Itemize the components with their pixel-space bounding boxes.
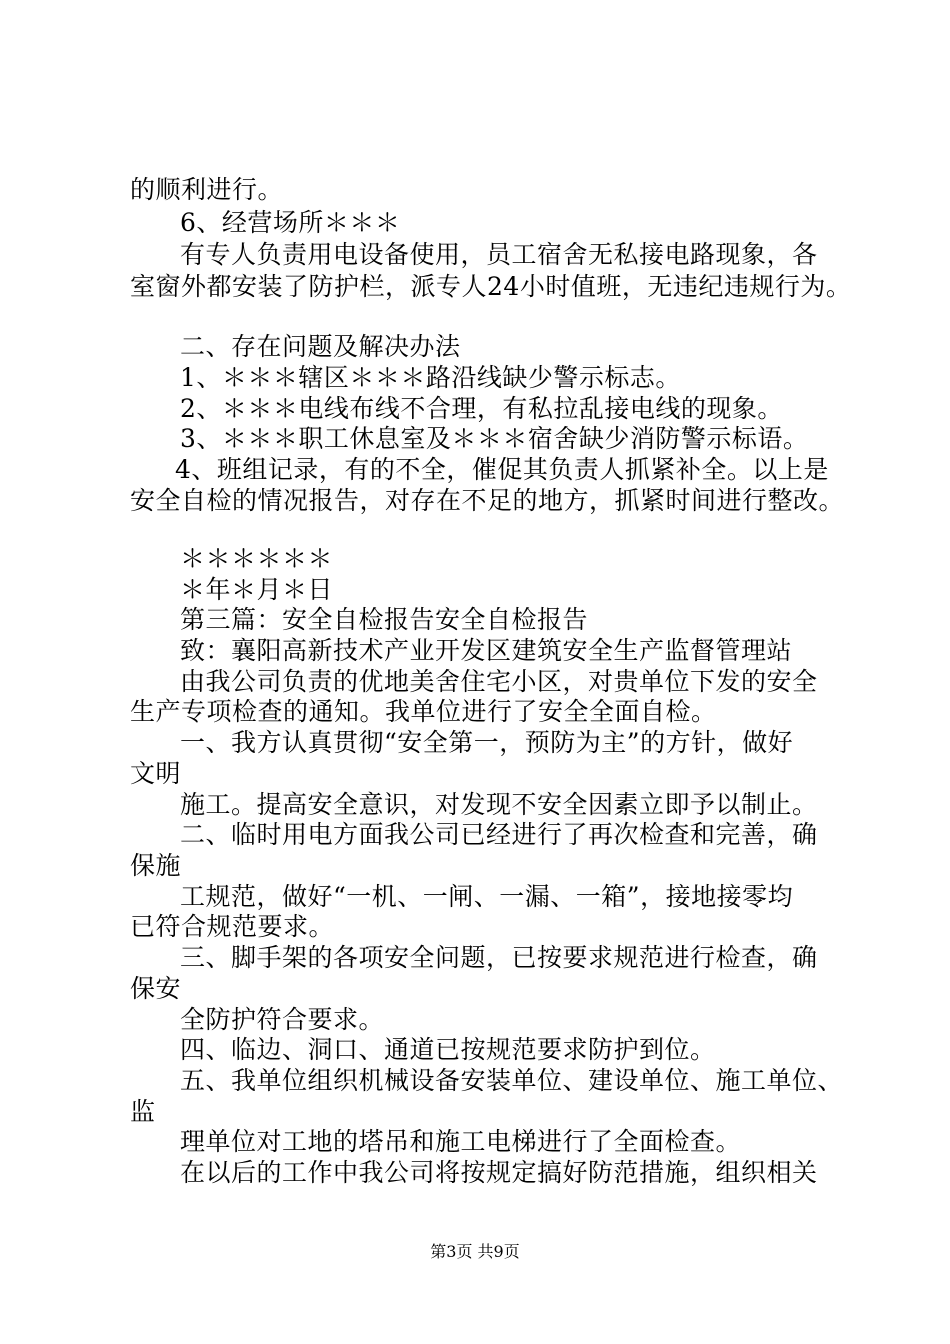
signature-placeholder: ＊＊＊＊＊＊ (180, 544, 334, 573)
text-line: 有专人负责用电设备使用，员工宿舍无私接电路现象，各 (180, 240, 818, 269)
text-line: 保安 (130, 974, 182, 1003)
text-line: 3、＊＊＊职工休息室及＊＊＊宿舍缺少消防警示标语。 (180, 424, 809, 453)
text-line: 文明 (130, 759, 182, 788)
date-placeholder: ＊年＊月＊日 (180, 575, 334, 604)
text-line: 五、我单位组织机械设备安装单位、建设单位、施工单位、 (180, 1066, 844, 1095)
text-line: 已符合规范要求。 (130, 912, 335, 941)
text-line: 安全自检的情况报告，对存在不足的地方，抓紧时间进行整改。 (130, 486, 845, 515)
section-heading: 二、存在问题及解决办法 (180, 332, 461, 361)
text-line: 理单位对工地的塔吊和施工电梯进行了全面检查。 (180, 1127, 742, 1156)
text-line: 一、我方认真贯彻“安全第一，预防为主”的方针，做好 (180, 728, 794, 757)
text-line: 三、脚手架的各项安全问题，已按要求规范进行检查，确 (180, 943, 818, 972)
text-line: 生产专项检查的通知。我单位进行了安全全面自检。 (130, 697, 717, 726)
text-line: 1、＊＊＊辖区＊＊＊路沿线缺少警示标志。 (180, 363, 681, 392)
addressee: 致：襄阳高新技术产业开发区建筑安全生产监督管理站 (180, 636, 793, 665)
text-line: 4、班组记录，有的不全，催促其负责人抓紧补全。以上是 (175, 455, 829, 484)
text-line: 的顺利进行。 (130, 175, 284, 204)
text-line: 在以后的工作中我公司将按规定搞好防范措施，组织相关 (180, 1158, 818, 1187)
text-line: 2、＊＊＊电线布线不合理，有私拉乱接电线的现象。 (180, 394, 783, 423)
text-line: 四、临边、洞口、通道已按规范要求防护到位。 (180, 1035, 716, 1064)
page-indicator: 第3页 共9页 (430, 1242, 520, 1261)
text-line: 由我公司负责的优地美舍住宅小区，对贵单位下发的安全 (180, 667, 818, 696)
text-line: 室窗外都安装了防护栏，派专人24小时值班，无违纪违规行为。 (130, 272, 852, 301)
text-line: 全防护符合要求。 (180, 1005, 385, 1034)
text-line: 6、经营场所＊＊＊ (180, 208, 401, 237)
text-line: 施工。提高安全意识，对发现不安全因素立即予以制止。 (180, 790, 818, 819)
text-line: 工规范，做好“一机、一闸、一漏、一箱”，接地接零均 (180, 882, 794, 911)
text-line: 监 (130, 1097, 156, 1126)
chapter-title: 第三篇：安全自检报告安全自检报告 (180, 605, 589, 634)
text-line: 保施 (130, 851, 182, 880)
text-line: 二、临时用电方面我公司已经进行了再次检查和完善，确 (180, 820, 818, 849)
